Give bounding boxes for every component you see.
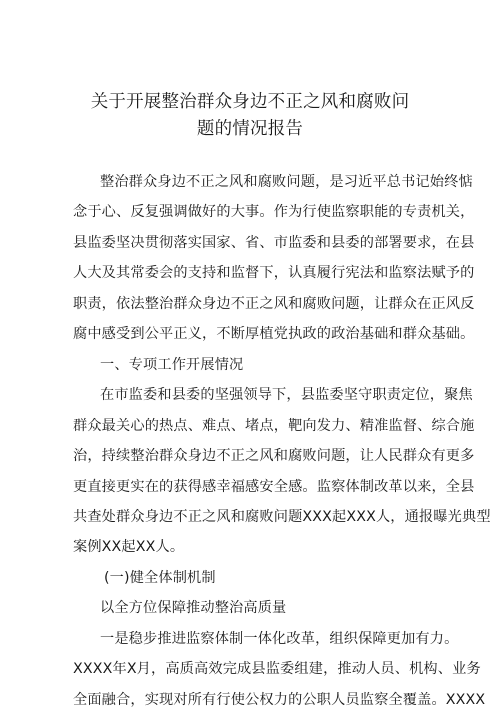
body-line: 在市监委和县委的坚强领导下，县监委坚守职责定位，聚焦	[100, 387, 473, 403]
body-line: 职责，依法整治群众身边不正之风和腐败问题，让群众在正风反	[73, 296, 475, 312]
body-line: 案例XX起XX人。	[73, 539, 185, 555]
section-heading: 一、专项工作开展情况	[100, 357, 244, 373]
body-line: 治，持续整治群众身边不正之风和腐败问题，让人民群众有更多	[73, 448, 475, 464]
body-line: 全面融合，实现对所有行使公权力的公职人员监察全覆盖。XXXX	[73, 692, 486, 708]
document-title-line-2: 题的情况报告	[196, 119, 304, 139]
body-line: 一是稳步推进监察体制一体化改革，组织保障更加有力。	[100, 631, 459, 647]
body-line: 更直接更实在的获得感幸福感安全感。监察体制改革以来，全县	[73, 479, 475, 495]
body-line: XXXX年X月，高质高效完成县监委组建，推动人员、机构、业务	[73, 661, 481, 677]
body-line: 整治群众身边不正之风和腐败问题，是习近平总书记始终惦	[100, 174, 473, 190]
document-title-line-1: 关于开展整治群众身边不正之风和腐败问	[90, 92, 410, 112]
body-line: 群众最关心的热点、难点、堵点，靶向发力、精准监督、综合施	[73, 418, 475, 434]
body-line: 念于心、反复强调做好的大事。作为行使监察职能的专责机关，	[73, 204, 475, 220]
body-line: 腐中感受到公平正义，不断厚植党执政的政治基础和群众基础。	[73, 326, 475, 342]
subsection-heading: (一)健全体制机制	[104, 570, 216, 586]
body-line: 人大及其常委会的支持和监督下，认真履行宪法和监察法赋予的	[73, 265, 475, 281]
body-line: 共查处群众身边不正之风和腐败问题XXX起XXX人，通报曝光典型	[73, 509, 491, 525]
body-line: 以全方位保障推动整治高质量	[100, 600, 287, 616]
body-line: 县监委坚决贯彻落实国家、省、市监委和县委的部署要求，在县	[73, 235, 475, 251]
